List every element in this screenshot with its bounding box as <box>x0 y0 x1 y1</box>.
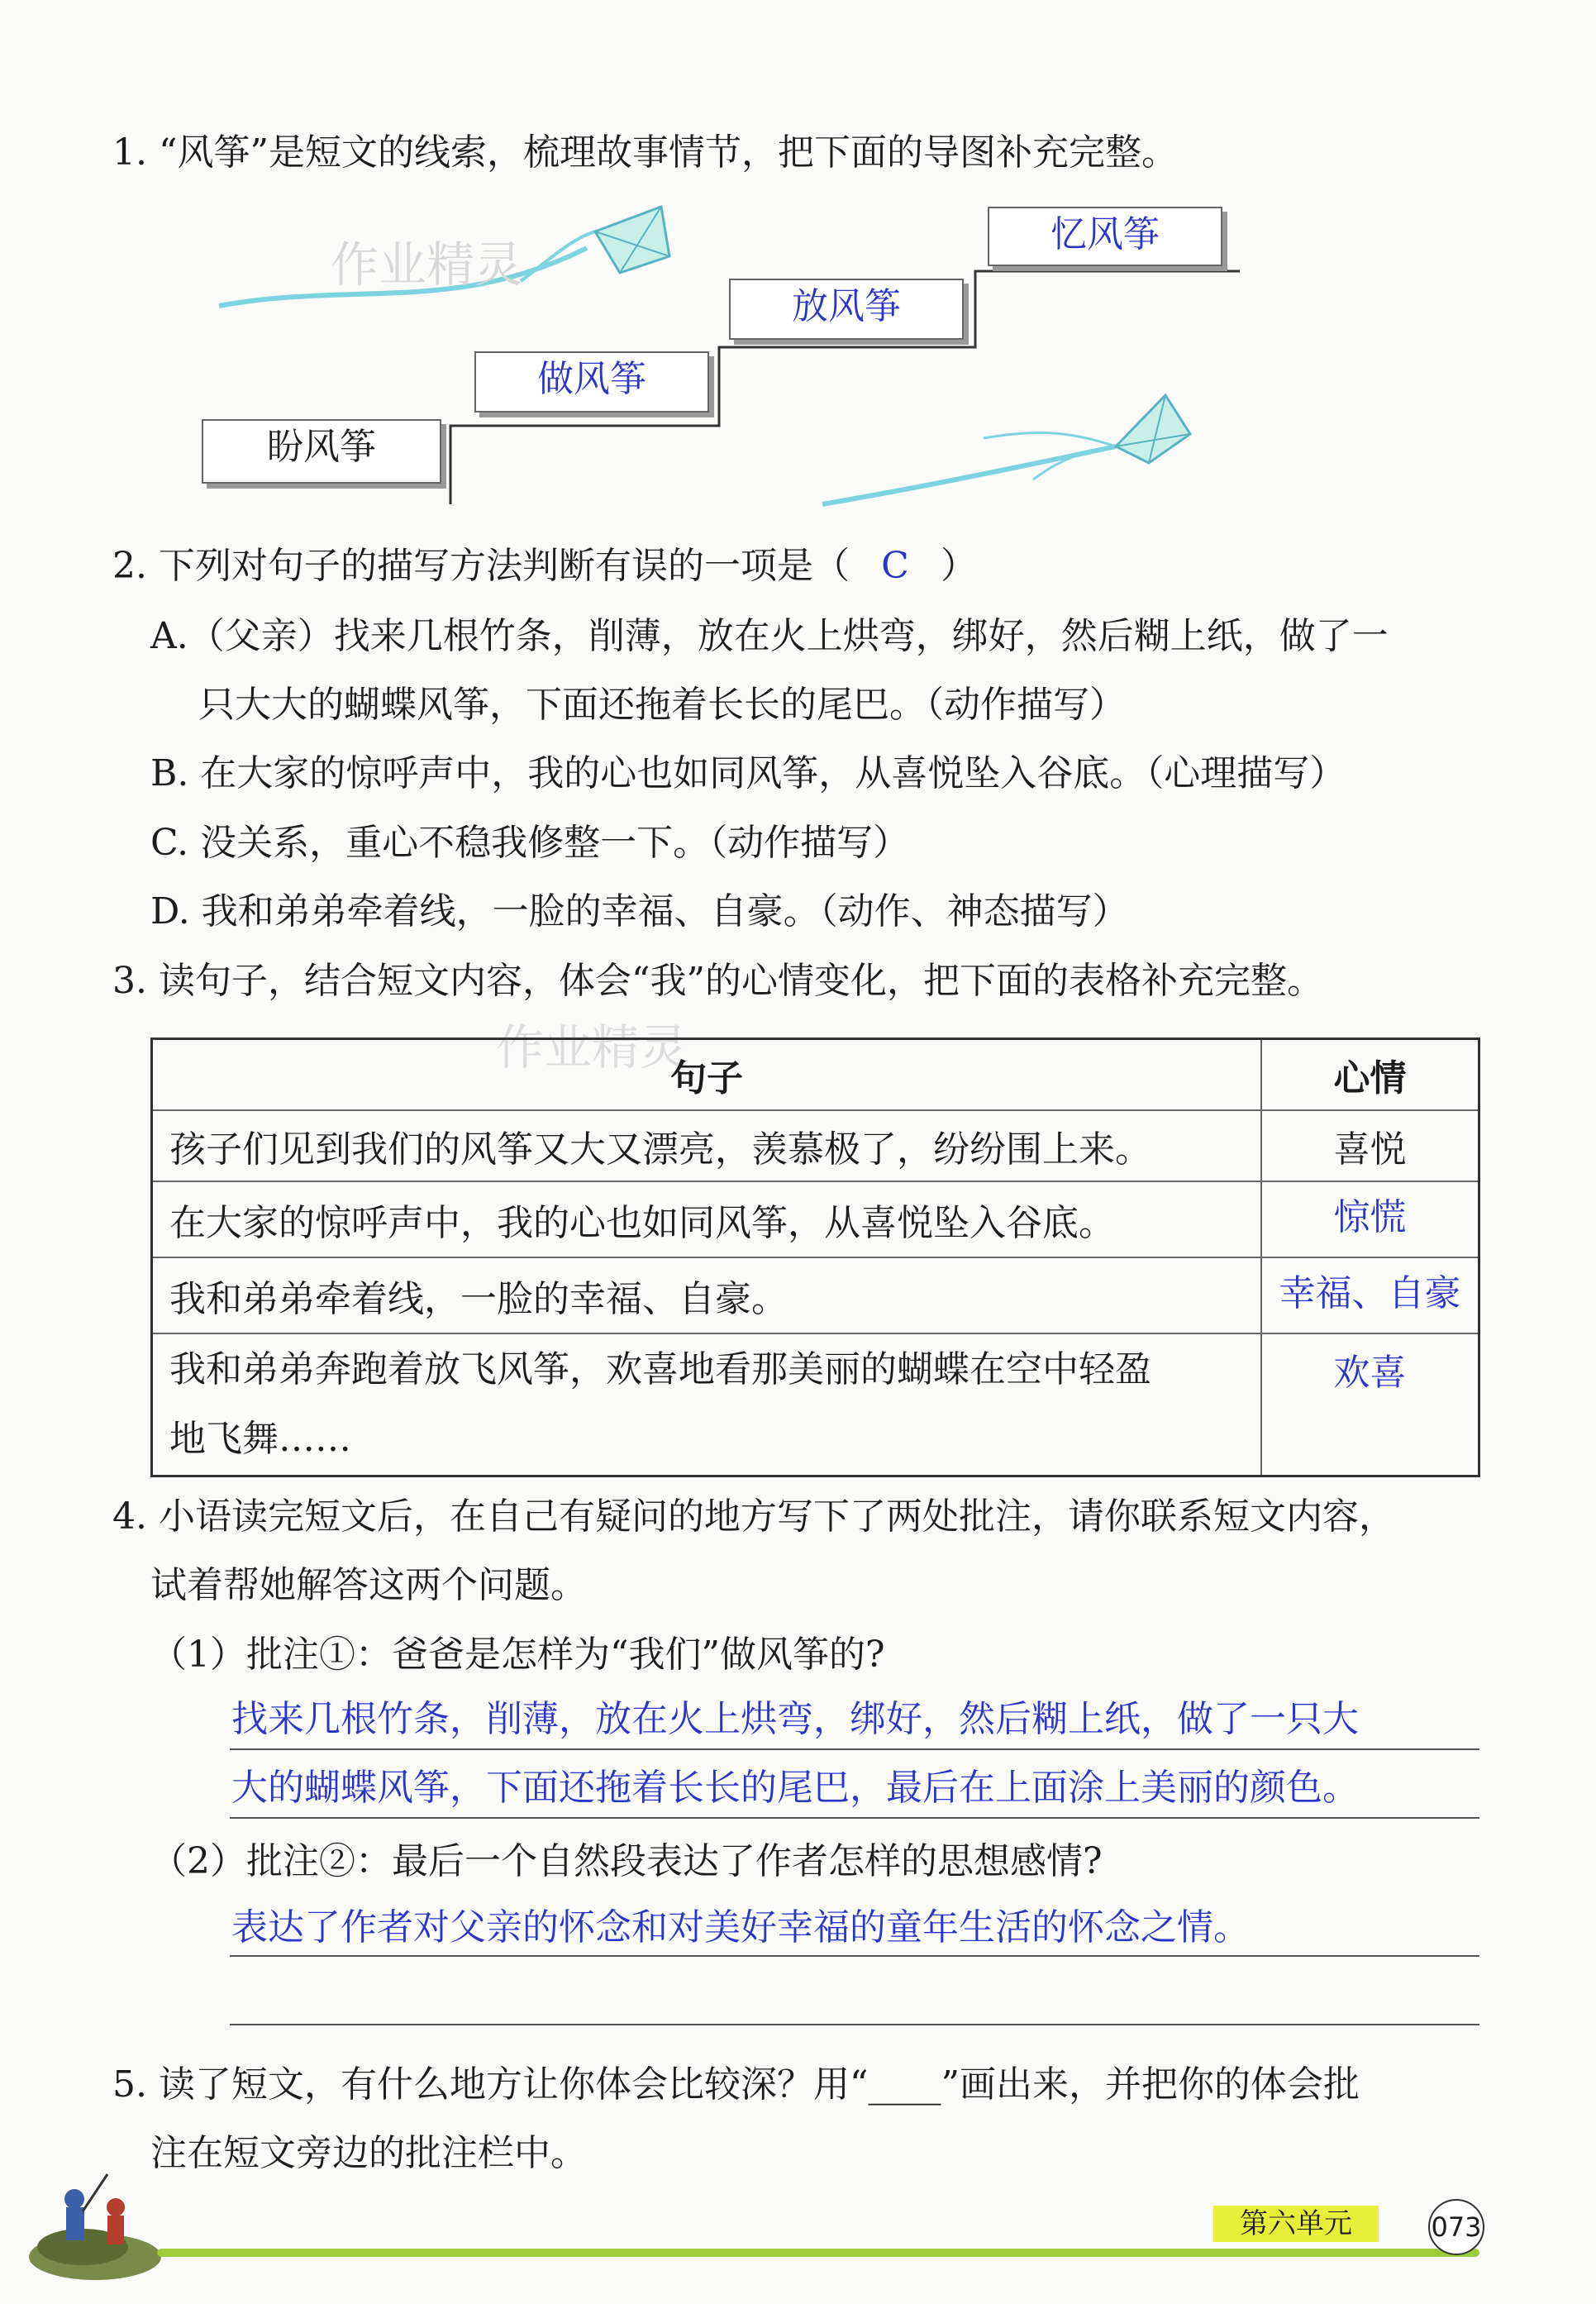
q1-title: 1. “风筝”是短文的线索，梳理故事情节，把下面的导图补充完整。 <box>112 131 1178 174</box>
step-label: 做风筝 <box>537 358 646 400</box>
q4-p1-answer-1[interactable]: 找来几根竹条，削薄，放在火上烘弯，绑好，然后糊上纸，做了一只大 <box>231 1698 1359 1740</box>
q2-answer[interactable]: C <box>881 545 909 587</box>
page-number: 073 <box>1428 2199 1484 2255</box>
sentence-line-1: 我和弟弟奔跑着放飞风筝，欢喜地看那美丽的蝴蝶在空中轻盈 <box>169 1348 1151 1391</box>
q2-option-a-cont: 只大大的蝴蝶风筝，下面还拖着长长的尾巴。（动作描写） <box>198 684 1126 726</box>
q2-close: ） <box>940 545 977 587</box>
step-box-4[interactable] <box>988 207 1222 266</box>
q2-title <box>112 541 977 591</box>
q3-title: 3. 读句子，结合短文内容，体会“我”的心情变化，把下面的表格补充完整。 <box>112 960 1323 1002</box>
q4-title-2: 试着帮她解答这两个问题。 <box>150 1564 587 1606</box>
q2-option-c: C. 没关系，重心不稳我修整一下。（动作描写） <box>150 822 910 864</box>
q2-option-a: A.（父亲）找来几根竹条，削薄，放在火上烘弯，绑好，然后糊上纸，做了一 <box>150 615 1389 657</box>
step-box-1 <box>202 419 441 484</box>
sentence-cell <box>152 1333 1262 1476</box>
mood-answer-cell[interactable]: 惊慌 <box>1261 1181 1479 1257</box>
watermark: 作业精灵 <box>331 236 523 293</box>
step-box-2[interactable] <box>474 351 709 413</box>
footer-bar <box>157 2249 1479 2257</box>
sentence-cell: 孩子们见到我们的风筝又大又漂亮，羡慕极了，纷纷围上来。 <box>152 1110 1262 1181</box>
mood-table <box>150 1038 1480 1477</box>
q4-title-1: 4. 小语读完短文后，在自己有疑问的地方写下了两处批注，请你联系短文内容， <box>112 1495 1395 1538</box>
header-sentence: 句子 <box>152 1039 1262 1111</box>
answer-line-blank[interactable] <box>230 2024 1479 2025</box>
mood-answer-cell[interactable]: 欢喜 <box>1261 1333 1479 1476</box>
footer-illustration-icon <box>25 2158 165 2282</box>
q2-option-d: D. 我和弟弟牵着线，一脸的幸福、自豪。（动作、神态描写） <box>150 890 1129 933</box>
watermark-2: 作业精灵 <box>496 1019 688 1076</box>
q4-p1-answer-2[interactable]: 大的蝴蝶风筝，下面还拖着长长的尾巴，最后在上面涂上美丽的颜色。 <box>231 1767 1359 1809</box>
table-header-row <box>152 1039 1479 1111</box>
q2-option-b: B. 在大家的惊呼声中，我的心也如同风筝，从喜悦坠入谷底。（心理描写） <box>150 752 1346 794</box>
table-row <box>152 1333 1479 1476</box>
q4-p1-question: （1）批注①：爸爸是怎样为“我们”做风筝的? <box>150 1634 885 1676</box>
sentence-cell: 在大家的惊呼声中，我的心也如同风筝，从喜悦坠入谷底。 <box>152 1181 1262 1257</box>
step-label: 放风筝 <box>792 285 901 327</box>
mood-answer-cell[interactable]: 幸福、自豪 <box>1261 1257 1479 1333</box>
unit-label: 第六单元 <box>1213 2206 1379 2242</box>
q4-p2-answer-1[interactable]: 表达了作者对父亲的怀念和对美好幸福的童年生活的怀念之情。 <box>231 1906 1250 1949</box>
header-mood: 心情 <box>1261 1039 1479 1111</box>
step-box-3[interactable] <box>729 279 964 340</box>
sentence-cell: 我和弟弟牵着线，一脸的幸福、自豪。 <box>152 1257 1262 1333</box>
answer-line <box>230 1748 1479 1750</box>
q4-p2-question: （2）批注②：最后一个自然段表达了作者怎样的思想感情? <box>150 1840 1103 1882</box>
mood-cell: 喜悦 <box>1261 1110 1479 1181</box>
step-label: 忆风筝 <box>1051 213 1160 255</box>
table-row <box>152 1181 1479 1257</box>
step-label: 盼风筝 <box>267 426 376 468</box>
answer-line <box>230 1817 1479 1819</box>
q5-line-1: 5. 读了短文，有什么地方让你体会比较深？用“____”画出来，并把你的体会批 <box>112 2063 1360 2106</box>
q5-line-2: 注在短文旁边的批注栏中。 <box>150 2132 587 2174</box>
table-row <box>152 1110 1479 1181</box>
table-row <box>152 1257 1479 1333</box>
answer-line <box>230 1955 1479 1957</box>
sentence-line-2: 地飞舞…… <box>169 1418 351 1460</box>
q2-title-text: 2. 下列对句子的描写方法判断有误的一项是（ <box>112 545 850 587</box>
